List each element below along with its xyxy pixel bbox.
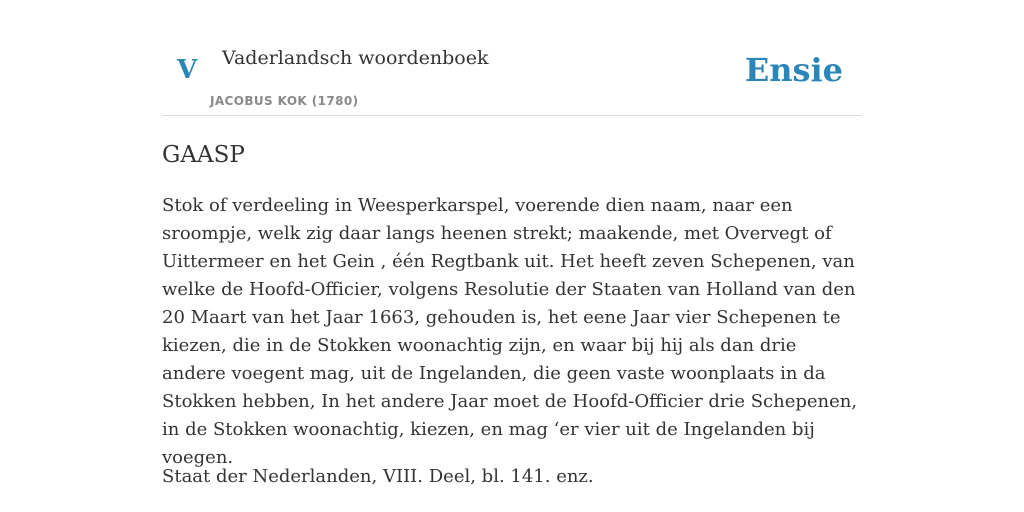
site-logo-link[interactable]: Ensie bbox=[744, 51, 843, 89]
book-header bbox=[162, 0, 862, 116]
book-letter-logo[interactable]: V bbox=[177, 55, 198, 85]
entry-source: Staat der Nederlanden, VIII. Deel, bl. 141. enz. bbox=[162, 466, 594, 487]
entry-title: GAASP bbox=[162, 142, 245, 168]
page bbox=[162, 0, 862, 512]
book-author: JACOBUS KOK (1780) bbox=[210, 94, 359, 108]
entry-body: Stok of verdeeling in Weesperkarspel, voerende dien naam, naar een sroompje, welk zig daar langs heenen strekt; maakende, met Overvegt of Uittermeer en het Gein , één Regtbank uit. Het heeft zeven Schepenen, van welke de Hoofd-Officier, volgens Resolutie der Staaten van Holland van den 20 Maart van het Jaar 1663, gehouden is, het eene Jaar vier Schepenen te kiezen, die in de Stokken woonachtig zijn, en waar bij hij als dan drie andere voegent mag, uit de Ingelanden, die geen vaste woonplaats in da Stokken hebben, In het andere Jaar moet de Hoofd-Officier drie Schepenen, in de Stokken woonachtig, kiezen, en mag ‘er vier uit de Ingelanden bij voegen. bbox=[162, 195, 858, 468]
book-title-link[interactable]: Vaderlandsch woordenboek bbox=[222, 47, 489, 69]
